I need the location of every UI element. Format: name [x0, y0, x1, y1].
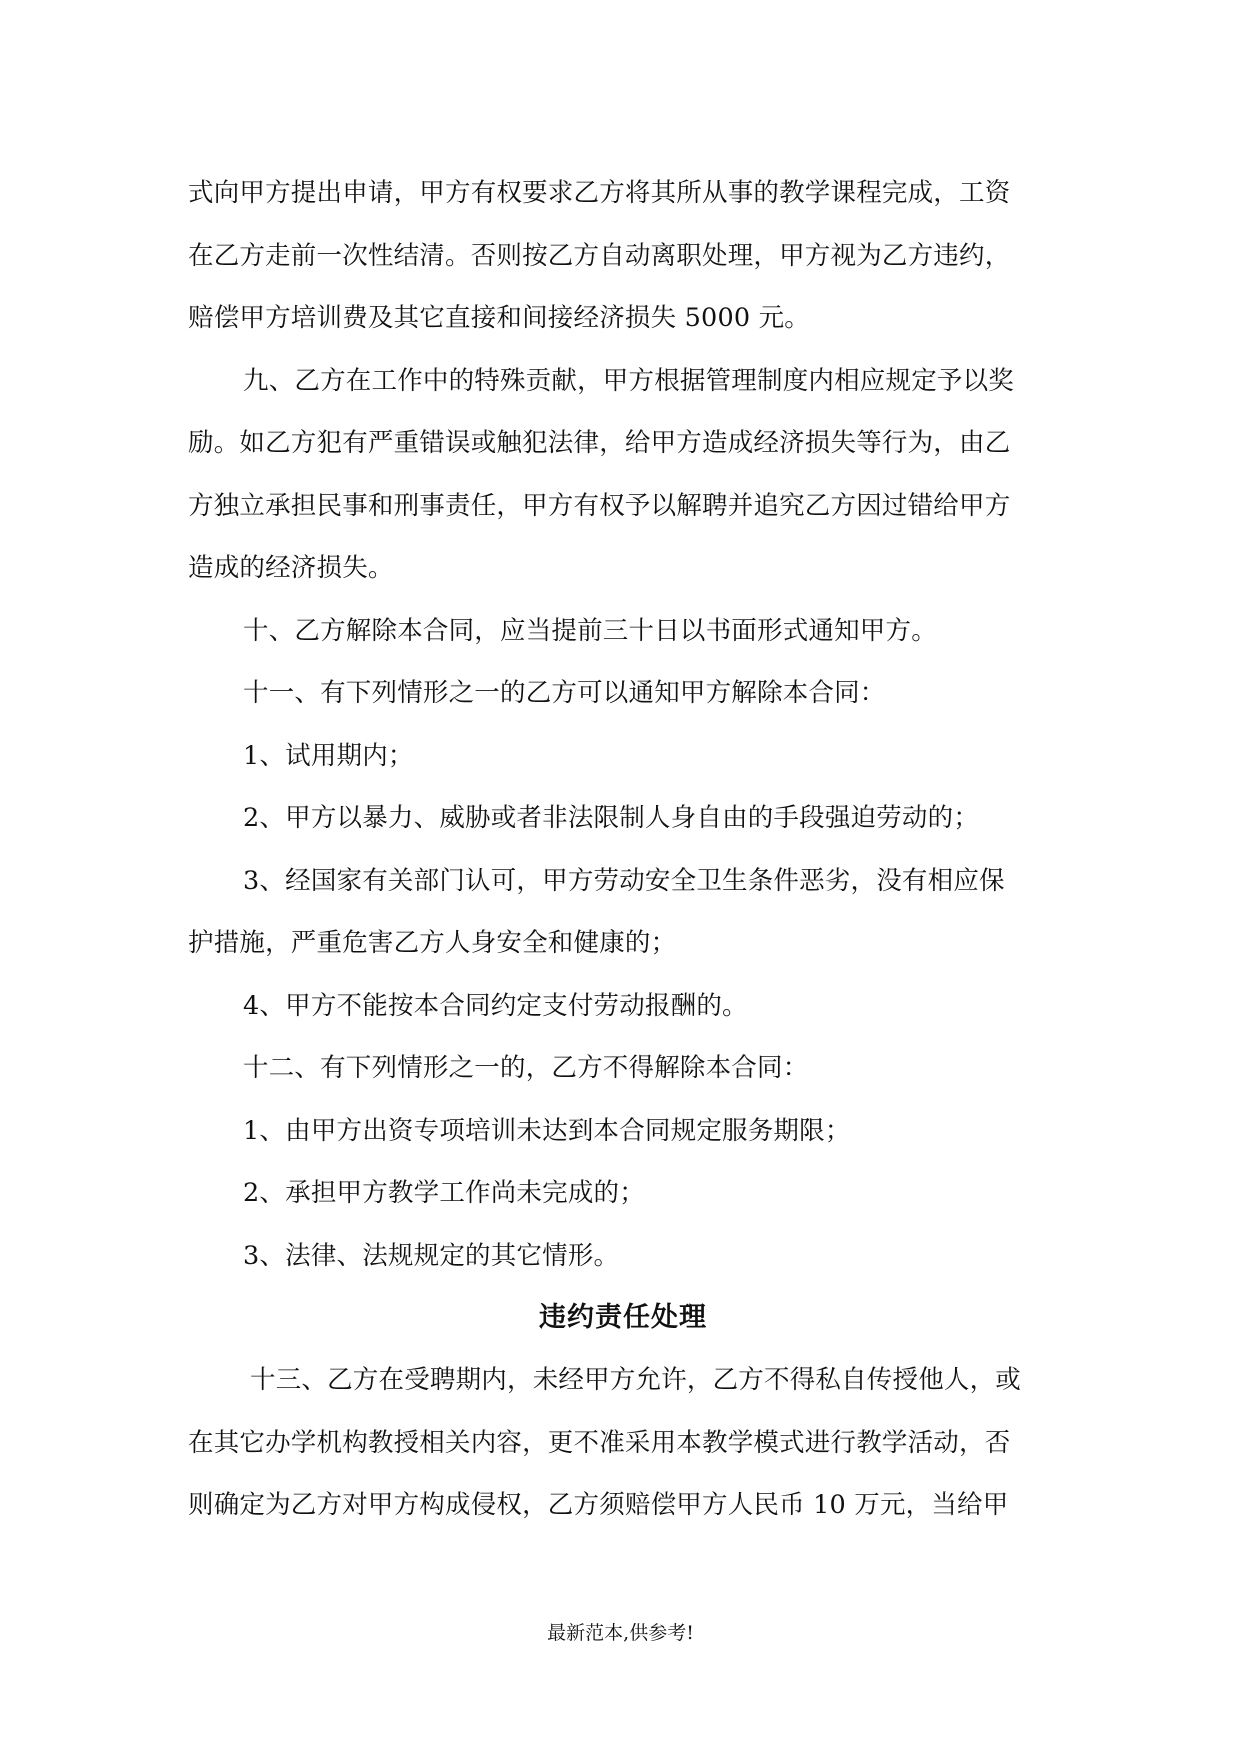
clause-9-line: 方独立承担民事和刑事责任，甲方有权予以解聘并追究乙方因过错给甲方 [188, 490, 1011, 521]
section-heading: 违约责任处理 [539, 1302, 707, 1333]
text-line: 在乙方走前一次性结清。否则按乙方自动离职处理，甲方视为乙方违约， [188, 240, 1011, 271]
clause-12-item-3: 3、法律、法规规定的其它情形。 [243, 1240, 620, 1271]
clause-11-item-2: 2、甲方以暴力、威胁或者非法限制人身自由的手段强迫劳动的； [243, 803, 980, 833]
clause-12-item-1: 1、由甲方出资专项培训未达到本合同规定服务期限； [243, 1115, 851, 1146]
clause-13-line: 十三、乙方在受聘期内，未经甲方允许，乙方不得私自传授他人，或 [250, 1365, 1022, 1395]
clause-13-line: 则确定为乙方对甲方构成侵权，乙方须赔偿甲方人民币 10 万元，当给甲 [188, 1490, 1009, 1520]
clause-9-line: 造成的经济损失。 [188, 553, 394, 583]
text-line: 式向甲方提出申请，甲方有权要求乙方将其所从事的教学课程完成，工资 [188, 178, 1011, 208]
text-line: 赔偿甲方培训费及其它直接和间接经济损失 5000 元。 [188, 303, 811, 333]
clause-12-item-2: 2、承担甲方教学工作尚未完成的； [243, 1178, 645, 1208]
clause-11-item-3: 护措施，严重危害乙方人身安全和健康的； [188, 928, 677, 958]
clause-11-item-3: 3、经国家有关部门认可，甲方劳动安全卫生条件恶劣，没有相应保 [243, 865, 1005, 896]
clause-10-line: 十、乙方解除本合同，应当提前三十日以书面形式通知甲方。 [243, 615, 937, 646]
document-body [188, 162, 1058, 1537]
clause-9-line: 励。如乙方犯有严重错误或触犯法律，给甲方造成经济损失等行为，由乙 [188, 428, 1011, 458]
clause-12-line: 十二、有下列情形之一的，乙方不得解除本合同： [243, 1053, 809, 1083]
clause-9-line: 九、乙方在工作中的特殊贡献，甲方根据管理制度内相应规定予以奖 [243, 365, 1015, 396]
page-footer: 最新范本,供参考! [547, 1622, 694, 1644]
clause-11-item-4: 4、甲方不能按本合同约定支付劳动报酬的。 [243, 990, 748, 1021]
clause-13-line: 在其它办学机构教授相关内容，更不准采用本教学模式进行教学活动，否 [188, 1427, 1011, 1458]
clause-11-line: 十一、有下列情形之一的乙方可以通知甲方解除本合同： [243, 678, 886, 708]
clause-11-item-1: 1、试用期内； [243, 740, 414, 771]
